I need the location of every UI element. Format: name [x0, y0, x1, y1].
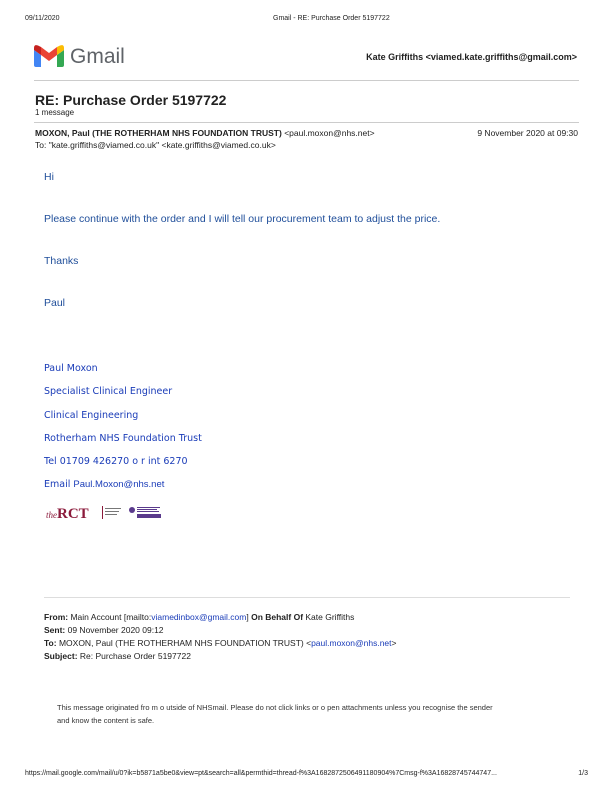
account-email: Kate Griffiths <viamed.kate.griffiths@gmail.com> — [366, 52, 577, 62]
signature-email-link[interactable]: Paul.Moxon@nhs.net — [73, 479, 165, 490]
external-notice-line1: This message originated fro m o utside of NHSmail. Please do not click links or o pen attachments unless you recognise the sender — [57, 703, 493, 712]
forward-from-link[interactable]: viamedinbox@gmail.com — [151, 612, 247, 622]
signature-tel: Tel 01709 426270 o r int 6270 — [44, 456, 188, 467]
print-url: https://mail.google.com/mail/u/0?ik=b5871a5be0&view=pt&search=all&permthid=thread-f%3A1682872506491180904%7Cmsg-f%3A16828745744747... — [25, 770, 497, 777]
rct-logo-tagline — [102, 506, 125, 519]
sender — [35, 128, 375, 138]
gmail-m-icon — [34, 44, 64, 68]
forward-to: To: MOXON, Paul (THE ROTHERHAM NHS FOUNDATION TRUST) <paul.moxon@nhs.net> — [44, 638, 397, 648]
forward-from: From: Main Account [mailto:viamedinbox@gmail.com] On Behalf Of Kate Griffiths — [44, 612, 355, 622]
forward-sent: Sent: 09 November 2020 09:12 — [44, 625, 164, 635]
page-number: 1/3 — [578, 770, 588, 777]
divider — [34, 122, 579, 123]
external-notice-line2: and know the content is safe. — [57, 716, 155, 725]
sender-email[interactable]: <paul.moxon@nhs.net> — [284, 128, 375, 138]
signature-organisation: Rotherham NHS Foundation Trust — [44, 433, 202, 444]
signature-department: Clinical Engineering — [44, 410, 139, 421]
signature-email-label: Email — [44, 479, 74, 490]
message-count: 1 message — [35, 108, 75, 117]
print-title: Gmail - RE: Purchase Order 5197722 — [273, 15, 390, 22]
forward-to-link[interactable]: paul.moxon@nhs.net — [311, 638, 392, 648]
signature-name: Paul Moxon — [44, 363, 98, 374]
thread-subject: RE: Purchase Order 5197722 — [35, 92, 227, 108]
gmail-wordmark: Gmail — [70, 45, 125, 68]
print-date: 09/11/2020 — [25, 15, 60, 22]
recipient: To: "kate.griffiths@viamed.co.uk" <kate.griffiths@viamed.co.uk> — [35, 140, 276, 150]
sender-name: MOXON, Paul (THE ROTHERHAM NHS FOUNDATION TRUST) — [35, 128, 282, 138]
signature-role: Specialist Clinical Engineer — [44, 386, 173, 397]
divider — [34, 80, 579, 81]
body-text: Please continue with the order and I will tell our procurement team to adjust the price. — [44, 213, 441, 225]
body-greeting: Hi — [44, 171, 54, 183]
signature-logos — [46, 505, 166, 521]
forward-divider — [44, 597, 570, 598]
message-date: 9 November 2020 at 09:30 — [477, 128, 578, 138]
accreditation-badge-icon — [128, 505, 162, 519]
body-signoff: Paul — [44, 297, 66, 309]
rct-logo: theRCT — [46, 506, 89, 522]
forward-subject: Subject: Re: Purchase Order 5197722 — [44, 651, 191, 661]
gmail-logo[interactable] — [34, 44, 130, 70]
body-thanks: Thanks — [44, 255, 79, 267]
signature-email — [44, 479, 164, 490]
